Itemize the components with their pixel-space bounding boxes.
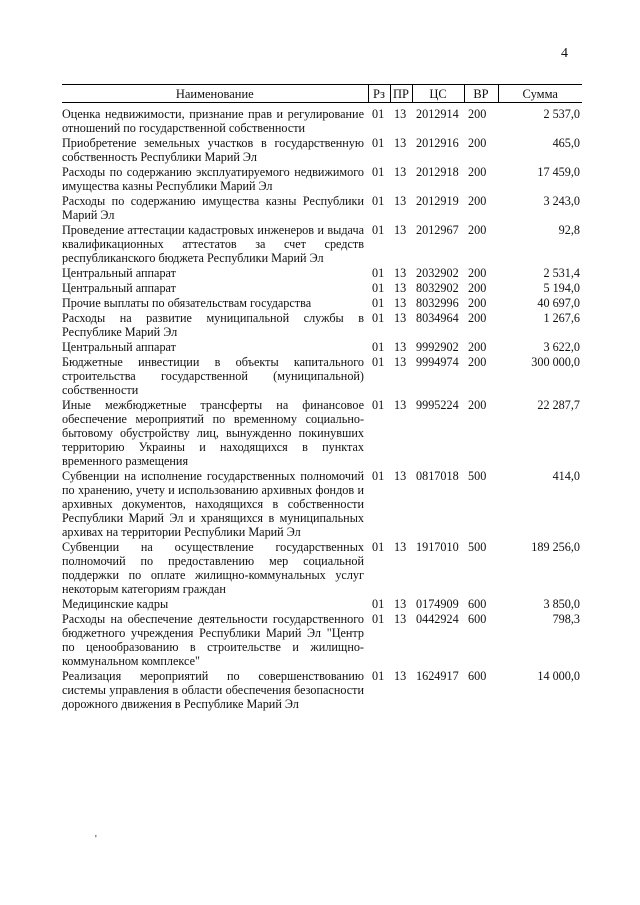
table-row — [62, 540, 582, 597]
cell-pr: 13 — [394, 469, 407, 483]
header-sum: Сумма — [498, 85, 582, 103]
cell-pr: 13 — [394, 266, 407, 280]
cell-rz: 01 — [372, 540, 385, 554]
cell-vr: 200 — [468, 136, 487, 150]
table-row — [62, 398, 582, 469]
cell-pr: 13 — [394, 296, 407, 310]
table-row — [62, 355, 582, 398]
cell-cs: 0817018 — [416, 469, 459, 483]
cell-cs: 0442924 — [416, 612, 459, 626]
cell-name: Иные межбюджетные трансферты на финансовое обеспечение мероприятий по временному социально-бытовому обустройству лиц, вынужденно покинувших территорию Украины и находящихся в пунктах временного размещения — [62, 398, 364, 468]
cell-cs: 8034964 — [416, 311, 459, 325]
cell-name: Медицинские кадры — [62, 597, 169, 611]
cell-vr: 600 — [468, 597, 487, 611]
cell-name: Расходы на развитие муниципальной службы в Республике Марий Эл — [62, 311, 364, 339]
cell-sum: 5 194,0 — [543, 281, 580, 295]
cell-pr: 13 — [394, 597, 407, 611]
cell-cs: 2012914 — [416, 107, 459, 121]
cell-pr: 13 — [394, 281, 407, 295]
cell-sum: 3 622,0 — [543, 340, 580, 354]
cell-rz: 01 — [372, 136, 385, 150]
cell-rz: 01 — [372, 340, 385, 354]
cell-sum: 2 537,0 — [543, 107, 580, 121]
table-row — [62, 103, 582, 137]
cell-cs: 2012967 — [416, 223, 459, 237]
cell-pr: 13 — [394, 136, 407, 150]
cell-name: Расходы по содержанию эксплуатируемого недвижимого имущества казны Республики Марий Эл — [62, 165, 364, 193]
cell-sum: 300 000,0 — [531, 355, 580, 369]
table-row — [62, 612, 582, 669]
cell-sum: 22 287,7 — [537, 398, 580, 412]
table-row — [62, 469, 582, 540]
cell-name: Центральный аппарат — [62, 340, 176, 354]
cell-vr: 200 — [468, 194, 487, 208]
cell-rz: 01 — [372, 107, 385, 121]
cell-name: Субвенции на исполнение государственных полномочий по хранению, учету и использованию архивных фондов и архивных документов, находящихся в собственности Республики Марий Эл и хранящихся в муниципальных архивах на территории Республики Марий Эл — [62, 469, 364, 539]
table-row — [62, 311, 582, 340]
cell-rz: 01 — [372, 669, 385, 683]
cell-vr: 500 — [468, 540, 487, 554]
cell-vr: 200 — [468, 165, 487, 179]
cell-vr: 200 — [468, 311, 487, 325]
table-row — [62, 165, 582, 194]
table-row — [62, 340, 582, 355]
header-rz: Рз — [368, 85, 390, 103]
table-row — [62, 669, 582, 712]
cell-name: Реализация мероприятий по совершенствованию системы управления в области обеспечения безопасности дорожного движения в Республике Марий Эл — [62, 669, 364, 711]
cell-name: Проведение аттестации кадастровых инженеров и выдача квалификационных аттестатов за счет средств республиканского бюджета Республики Марий Эл — [62, 223, 364, 265]
cell-pr: 13 — [394, 540, 407, 554]
table-header-row — [62, 85, 582, 103]
header-name: Наименование — [62, 85, 368, 103]
cell-cs: 8032902 — [416, 281, 459, 295]
cell-pr: 13 — [394, 311, 407, 325]
cell-rz: 01 — [372, 223, 385, 237]
cell-vr: 600 — [468, 612, 487, 626]
cell-vr: 200 — [468, 398, 487, 412]
cell-name: Субвенции на осуществление государственных полномочий по предоставлению мер социальной поддержки по оплате жилищно-коммунальных услуг некоторым категориям граждан — [62, 540, 364, 596]
header-cs: ЦС — [412, 85, 464, 103]
cell-name: Бюджетные инвестиции в объекты капитального строительства государственной (муниципальной) собственности — [62, 355, 364, 397]
table-row — [62, 597, 582, 612]
cell-pr: 13 — [394, 398, 407, 412]
cell-rz: 01 — [372, 194, 385, 208]
cell-name: Оценка недвижимости, признание прав и регулирование отношений по государственной собственности — [62, 107, 364, 135]
cell-sum: 17 459,0 — [537, 165, 580, 179]
cell-rz: 01 — [372, 398, 385, 412]
table-row — [62, 136, 582, 165]
cell-vr: 200 — [468, 266, 487, 280]
cell-vr: 200 — [468, 223, 487, 237]
table-row — [62, 296, 582, 311]
table-row — [62, 281, 582, 296]
budget-table — [62, 84, 582, 712]
cell-cs: 9995224 — [416, 398, 459, 412]
cell-vr: 500 — [468, 469, 487, 483]
cell-cs: 0174909 — [416, 597, 459, 611]
cell-pr: 13 — [394, 669, 407, 683]
table-row — [62, 194, 582, 223]
cell-sum: 798,3 — [552, 612, 580, 626]
cell-vr: 200 — [468, 296, 487, 310]
page-number: 4 — [561, 46, 568, 61]
cell-pr: 13 — [394, 194, 407, 208]
cell-sum: 465,0 — [552, 136, 580, 150]
cell-vr: 200 — [468, 107, 487, 121]
cell-name: Прочие выплаты по обязательствам государства — [62, 296, 312, 310]
cell-cs: 8032996 — [416, 296, 459, 310]
cell-pr: 13 — [394, 612, 407, 626]
header-vr: ВР — [464, 85, 498, 103]
cell-rz: 01 — [372, 612, 385, 626]
cell-rz: 01 — [372, 597, 385, 611]
cell-cs: 2032902 — [416, 266, 459, 280]
cell-sum: 3 850,0 — [543, 597, 580, 611]
cell-sum: 14 000,0 — [537, 669, 580, 683]
cell-pr: 13 — [394, 223, 407, 237]
cell-name: Расходы по содержанию имущества казны Республики Марий Эл — [62, 194, 364, 222]
cell-rz: 01 — [372, 281, 385, 295]
cell-cs: 9994974 — [416, 355, 459, 369]
cell-vr: 200 — [468, 281, 487, 295]
cell-sum: 2 531,4 — [543, 266, 580, 280]
cell-sum: 92,8 — [558, 223, 580, 237]
cell-cs: 9992902 — [416, 340, 459, 354]
table-row — [62, 223, 582, 266]
cell-rz: 01 — [372, 165, 385, 179]
cell-name: Центральный аппарат — [62, 266, 176, 280]
cell-pr: 13 — [394, 107, 407, 121]
cell-name: Приобретение земельных участков в государственную собственность Республики Марий Эл — [62, 136, 364, 164]
cell-rz: 01 — [372, 266, 385, 280]
cell-rz: 01 — [372, 296, 385, 310]
cell-name: Центральный аппарат — [62, 281, 176, 295]
cell-pr: 13 — [394, 340, 407, 354]
cell-rz: 01 — [372, 311, 385, 325]
table-row — [62, 266, 582, 281]
cell-cs: 1917010 — [416, 540, 459, 554]
cell-cs: 1624917 — [416, 669, 459, 683]
cell-sum: 189 256,0 — [531, 540, 580, 554]
cell-vr: 600 — [468, 669, 487, 683]
cell-rz: 01 — [372, 469, 385, 483]
cell-sum: 40 697,0 — [537, 296, 580, 310]
cell-cs: 2012918 — [416, 165, 459, 179]
cell-vr: 200 — [468, 355, 487, 369]
footer-mark: ' — [95, 834, 97, 845]
cell-pr: 13 — [394, 165, 407, 179]
cell-name: Расходы на обеспечение деятельности государственного бюджетного учреждения Республики Марий Эл "Центр по ценообразованию в строительстве и жилищно-коммунальном комплексе" — [62, 612, 364, 668]
cell-cs: 2012919 — [416, 194, 459, 208]
cell-sum: 1 267,6 — [543, 311, 580, 325]
cell-sum: 414,0 — [552, 469, 580, 483]
table-body — [62, 103, 582, 713]
cell-vr: 200 — [468, 340, 487, 354]
cell-pr: 13 — [394, 355, 407, 369]
header-pr: ПР — [390, 85, 412, 103]
cell-cs: 2012916 — [416, 136, 459, 150]
cell-rz: 01 — [372, 355, 385, 369]
cell-sum: 3 243,0 — [543, 194, 580, 208]
